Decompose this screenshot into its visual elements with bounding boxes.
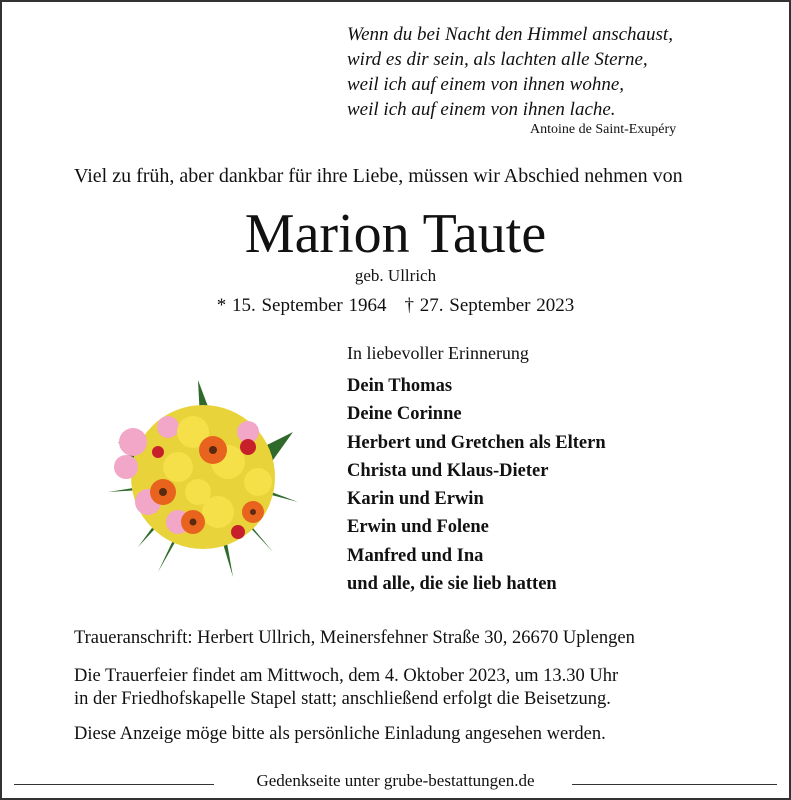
mourner-item: Manfred und Ina (347, 545, 484, 566)
mourner-item: Christa und Klaus-Dieter (347, 460, 549, 481)
quote-line: Wenn du bei Nacht den Himmel anschaust, (347, 24, 673, 45)
mourner-item: und alle, die sie lieb hatten (347, 574, 557, 595)
mourner-item: Erwin und Folene (347, 517, 489, 538)
flower-bouquet-image (98, 372, 308, 582)
mourner-item: Dein Thomas (347, 376, 453, 396)
quote-line: weil ich auf einem von ihnen wohne, (347, 74, 625, 95)
intro-text: Viel zu früh, aber dankbar für ihre Liebe, müssen wir Abschied nehmen von (74, 165, 683, 187)
poem-quote (347, 22, 673, 122)
mourner-item: Karin und Erwin (347, 489, 484, 510)
quote-line: weil ich auf einem von ihnen lache. (347, 99, 616, 120)
ceremony-info (74, 665, 618, 711)
memorial-page-footer (0, 771, 791, 791)
invitation-note: Diese Anzeige möge bitte als persönliche Einladung angesehen werden. (74, 724, 606, 744)
birth-date: * 15. September 1964 (216, 295, 387, 316)
life-dates (0, 295, 791, 317)
mourner-item: Herbert und Gretchen als Eltern (347, 432, 606, 453)
memorial-page-link[interactable]: Gedenkseite unter grube-bestattungen.de (250, 771, 540, 790)
quote-line: wird es dir sein, als lachten alle Sterne, (347, 49, 648, 70)
ceremony-line: Die Trauerfeier findet am Mittwoch, dem 4. Oktober 2023, um 13.30 Uhr (74, 666, 619, 686)
ceremony-line: in der Friedhofskapelle Stapel statt; anschließend erfolgt die Beisetzung. (74, 689, 611, 709)
maiden-name: geb. Ullrich (354, 266, 437, 285)
quote-author: Antoine de Saint-Exupéry (530, 122, 677, 137)
death-date: † 27. September 2023 (404, 295, 575, 316)
memory-heading: In liebevoller Erinnerung (347, 343, 529, 363)
deceased-name: Marion Taute (244, 203, 547, 265)
mourners-list (347, 372, 606, 598)
mourner-item: Deine Corinne (347, 404, 462, 425)
mourning-address: Traueranschrift: Herbert Ullrich, Meinersfehner Straße 30, 26670 Uplengen (74, 628, 635, 648)
